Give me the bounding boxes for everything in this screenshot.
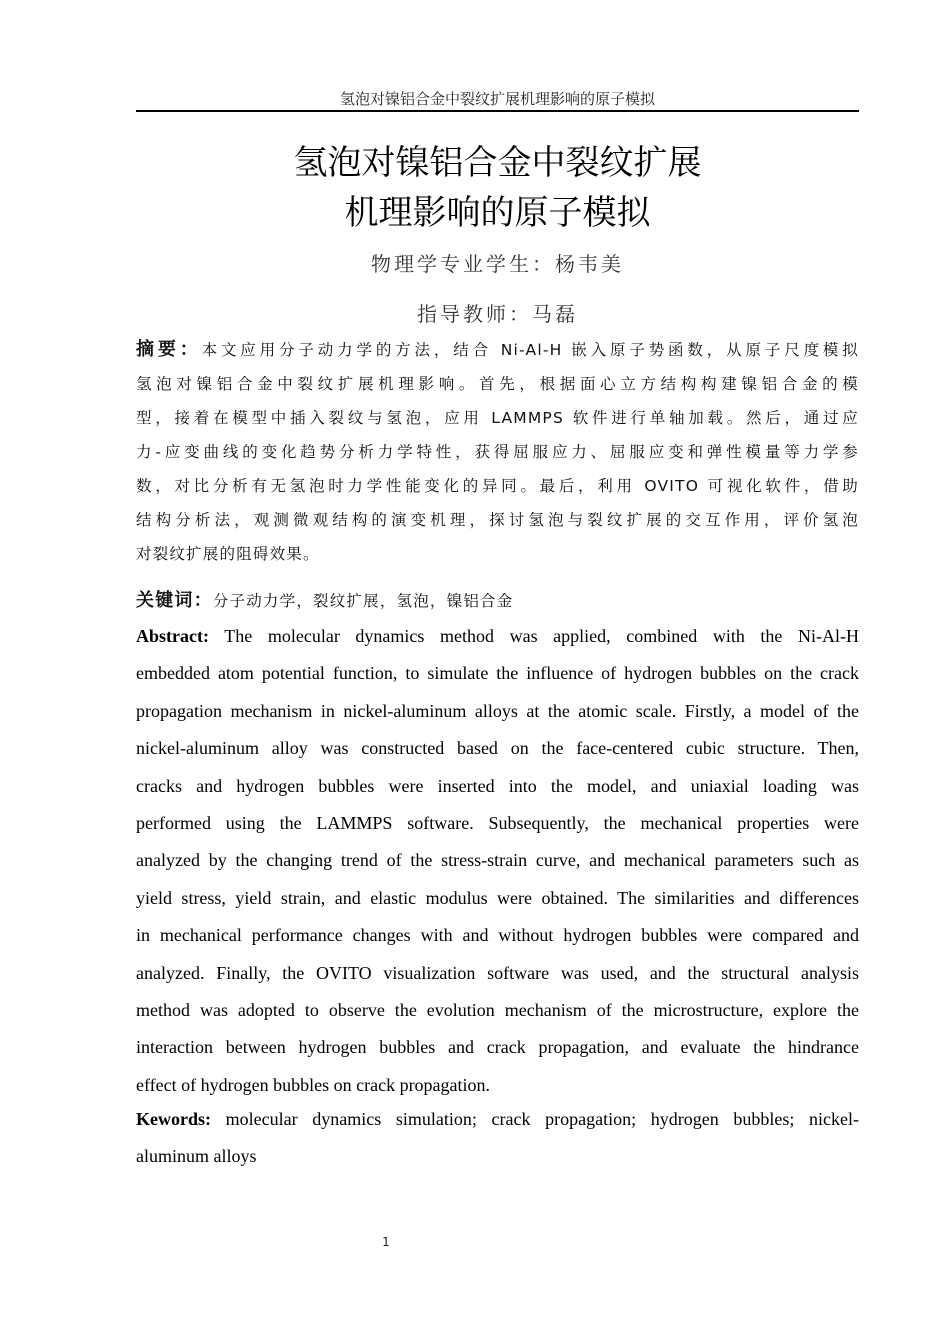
abstract-en-line: analyzed. Finally, the OVITO visualization software was used, and the structural analysis	[136, 962, 859, 983]
abstract-en-line: effect of hydrogen bubbles on crack propagation.	[136, 1074, 491, 1095]
abstract-cn-line: 氢泡对镍铝合金中裂纹扩展机理影响。首先，根据面心立方结构构建镍铝合金的模	[136, 375, 859, 393]
keywords-english	[136, 1101, 859, 1176]
abstract-cn-line: 数，对比分析有无氢泡时力学性能变化的异同。最后，利用 OVITO 可视化软件，借助	[136, 477, 859, 495]
keywords-cn-text: 分子动力学，裂纹扩展，氢泡，镍铝合金	[212, 592, 514, 610]
advisor-line: 指导教师：马磊	[417, 302, 578, 326]
abstract-cn-label: 摘要：	[136, 339, 202, 360]
abstract-en-line: cracks and hydrogen bubbles were inserted into the model, and uniaxial loading was	[136, 775, 859, 796]
abstract-en-line: method was adopted to observe the evolution mechanism of the microstructure, explore the	[136, 999, 859, 1020]
student-line: 物理学专业学生：杨韦美	[371, 252, 624, 276]
abstract-english	[136, 618, 859, 1104]
abstract-cn-line: 摘要：本文应用分子动力学的方法，结合 Ni-Al-H 嵌入原子势函数，从原子尺度模拟	[136, 339, 859, 360]
title-line-2: 机理影响的原子模拟	[344, 193, 651, 233]
abstract-en-line: embedded atom potential function, to simulate the influence of hydrogen bubbles on the crack	[136, 663, 859, 684]
abstract-chinese	[136, 333, 859, 571]
abstract-cn-line: 型，接着在模型中插入裂纹与氢泡，应用 LAMMPS 软件进行单轴加载。然后，通过应	[136, 409, 859, 427]
abstract-cn-line: 力-应变曲线的变化趋势分析力学特性，获得屈服应力、屈服应变和弹性模量等力学参	[136, 443, 859, 461]
title-line-1: 氢泡对镍铝合金中裂纹扩展	[293, 143, 702, 183]
page-number: 1	[382, 1235, 390, 1249]
abstract-cn-line: 结构分析法，观测微观结构的演变机理，探讨氢泡与裂纹扩展的交互作用，评价氢泡	[136, 511, 859, 529]
keywords-en-label: Kewords:	[136, 1109, 211, 1129]
keywords-cn-label: 关键词：	[136, 590, 213, 611]
keywords-chinese	[136, 584, 859, 618]
abstract-en-line: in mechanical performance changes with and without hydrogen bubbles were compared and	[136, 925, 859, 946]
abstract-en-line: performed using the LAMMPS software. Subsequently, the mechanical properties were	[136, 812, 859, 833]
keywords-en-line: aluminum alloys	[136, 1146, 257, 1167]
abstract-en-line: nickel-aluminum alloy was constructed based on the face-centered cubic structure. Then,	[136, 738, 859, 759]
keywords-en-line: Kewords: molecular dynamics simulation; crack propagation; hydrogen bubbles; nickel-	[136, 1109, 859, 1129]
abstract-en-line: propagation mechanism in nickel-aluminum alloys at the atomic scale. Firstly, a model of the	[136, 700, 859, 721]
running-header: 氢泡对镍铝合金中裂纹扩展机理影响的原子模拟	[339, 92, 655, 108]
abstract-en-line: yield stress, yield strain, and elastic modulus were obtained. The similarities and differences	[136, 887, 859, 908]
abstract-en-line: analyzed by the changing trend of the stress-strain curve, and mechanical parameters such as	[136, 850, 859, 871]
abstract-en-line: Abstract: The molecular dynamics method was applied, combined with the Ni-Al-H	[136, 626, 859, 646]
keywords-cn-line	[136, 584, 859, 618]
abstract-en-label: Abstract:	[136, 626, 209, 646]
abstract-cn-line: 对裂纹扩展的阻碍效果。	[136, 545, 320, 563]
abstract-en-line: interaction between hydrogen bubbles and crack propagation, and evaluate the hindrance	[136, 1037, 859, 1058]
header-divider	[136, 110, 859, 112]
